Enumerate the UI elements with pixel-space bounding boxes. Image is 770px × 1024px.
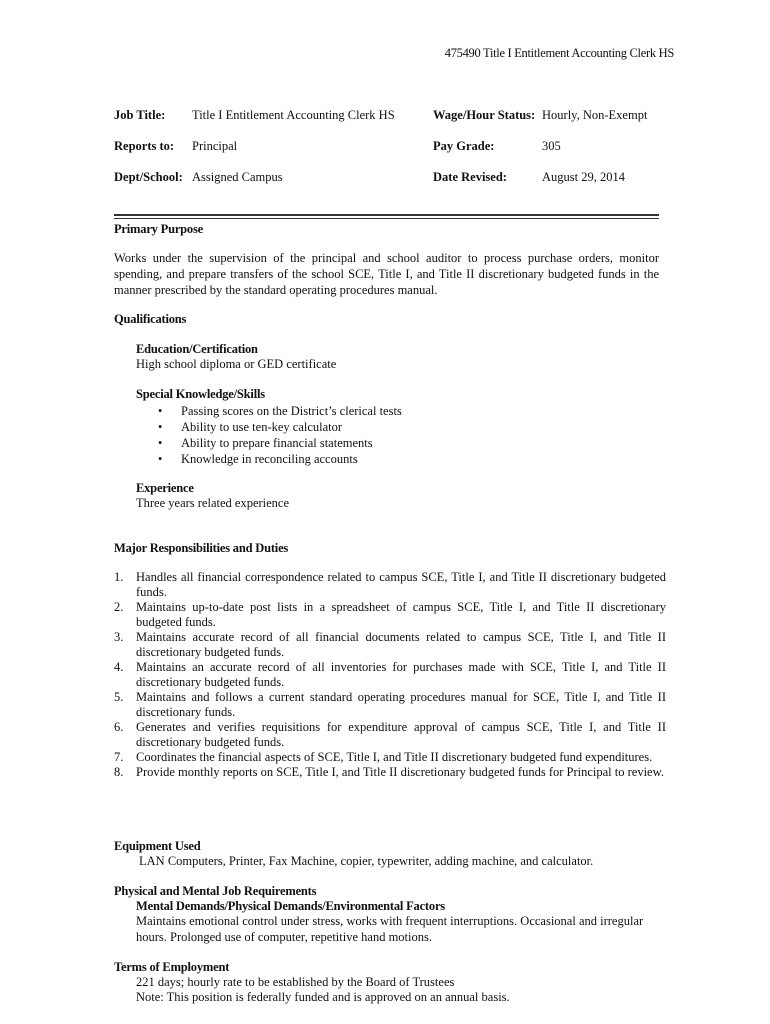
pay-grade-label: Pay Grade: — [433, 139, 495, 153]
job-title-label: Job Title: — [114, 108, 166, 122]
physical-heading: Physical and Mental Job Requirements — [114, 884, 317, 898]
skill-item: • Ability to use ten-key calculator — [136, 419, 402, 435]
education-text: High school diploma or GED certificate — [136, 357, 337, 371]
equipment-text: LAN Computers, Printer, Fax Machine, copier, typewriter, adding machine, and calculator. — [139, 854, 594, 868]
qualifications-heading: Qualifications — [114, 312, 187, 326]
duty-text: Maintains an accurate record of all inventories for purchases made with SCE, Title I, and Title II discretionary budgeted funds. — [136, 660, 666, 689]
duty-item — [114, 720, 666, 750]
terms-line-1: 221 days; hourly rate to be established by the Board of Trustees — [136, 975, 455, 989]
education-heading: Education/Certification — [136, 342, 258, 356]
duty-item — [114, 600, 666, 630]
duty-item — [114, 690, 666, 720]
duty-number: 6. — [114, 720, 124, 734]
date-revised-label: Date Revised: — [433, 170, 507, 184]
physical-subheading: Mental Demands/Physical Demands/Environmental Factors — [136, 899, 445, 913]
duties-list — [114, 570, 666, 780]
duty-text: Provide monthly reports on SCE, Title I, and Title II discretionary budgeted funds for Principal to review. — [136, 765, 664, 779]
primary-purpose-text: Works under the supervision of the principal and school auditor to process purchase orders, monitor spending, and prepare transfers of the school SCE, Title I, and Title II discretionary budgeted funds in the manner prescribed by the standard operating procedures manual. — [114, 251, 659, 297]
skills-heading: Special Knowledge/Skills — [136, 387, 265, 401]
duty-text: Generates and verifies requisitions for expenditure approval of campus SCE, Title I, and Title II discretionary budgeted funds. — [136, 720, 666, 749]
skill-item: • Ability to prepare financial statements — [136, 435, 402, 451]
duties-heading: Major Responsibilities and Duties — [114, 541, 289, 555]
duty-text: Coordinates the financial aspects of SCE, Title I, and Title II discretionary budgeted fund expenditures. — [136, 750, 653, 764]
physical-text: Maintains emotional control under stress, works with frequent interruptions. Occasional and irregular hours. Prolonged use of computer, repetitive hand motions. — [136, 914, 644, 944]
duty-number: 8. — [114, 765, 124, 779]
duty-text: Maintains up-to-date post lists in a spreadsheet of campus SCE, Title I, and Title II discretionary budgeted funds. — [136, 600, 666, 629]
duty-number: 3. — [114, 630, 124, 644]
duty-number: 7. — [114, 750, 124, 764]
reports-to-value: Principal — [192, 139, 238, 153]
duty-number: 2. — [114, 600, 124, 614]
terms-heading: Terms of Employment — [114, 960, 230, 974]
experience-text: Three years related experience — [136, 496, 290, 510]
section-divider-thick — [114, 214, 659, 216]
wage-hour-value: Hourly, Non-Exempt — [542, 108, 648, 122]
skills-list — [136, 403, 402, 467]
section-divider-thin — [114, 218, 659, 219]
dept-school-value: Assigned Campus — [192, 170, 283, 184]
job-title-value: Title I Entitlement Accounting Clerk HS — [192, 108, 395, 122]
skill-item: • Knowledge in reconciling accounts — [136, 451, 402, 467]
duty-number: 4. — [114, 660, 124, 674]
document-id-header: 475490 Title I Entitlement Accounting Clerk HS — [444, 46, 674, 60]
wage-hour-label: Wage/Hour Status: — [433, 108, 536, 122]
duty-item — [114, 570, 666, 600]
skill-item: • Passing scores on the District’s clerical tests — [136, 403, 402, 419]
duty-text: Maintains accurate record of all financial documents related to campus SCE, Title I, and Title II discretionary budgeted funds. — [136, 630, 666, 659]
reports-to-label: Reports to: — [114, 139, 175, 153]
duty-item — [114, 765, 666, 780]
duty-item — [114, 750, 666, 765]
duty-text: Maintains and follows a current standard operating procedures manual for SCE, Title I, and Title II discretionary funds. — [136, 690, 666, 719]
pay-grade-value: 305 — [542, 139, 561, 153]
duty-number: 5. — [114, 690, 124, 704]
date-revised-value: August 29, 2014 — [542, 170, 625, 184]
duty-item — [114, 660, 666, 690]
equipment-heading: Equipment Used — [114, 839, 201, 853]
duty-text: Handles all financial correspondence related to campus SCE, Title I, and Title II discretionary budgeted funds. — [136, 570, 666, 599]
primary-purpose-heading: Primary Purpose — [114, 222, 203, 236]
duty-item — [114, 630, 666, 660]
experience-heading: Experience — [136, 481, 194, 495]
terms-line-2: Note: This position is federally funded and is approved on an annual basis. — [136, 990, 510, 1004]
duty-number: 1. — [114, 570, 124, 584]
dept-school-label: Dept/School: — [114, 170, 183, 184]
